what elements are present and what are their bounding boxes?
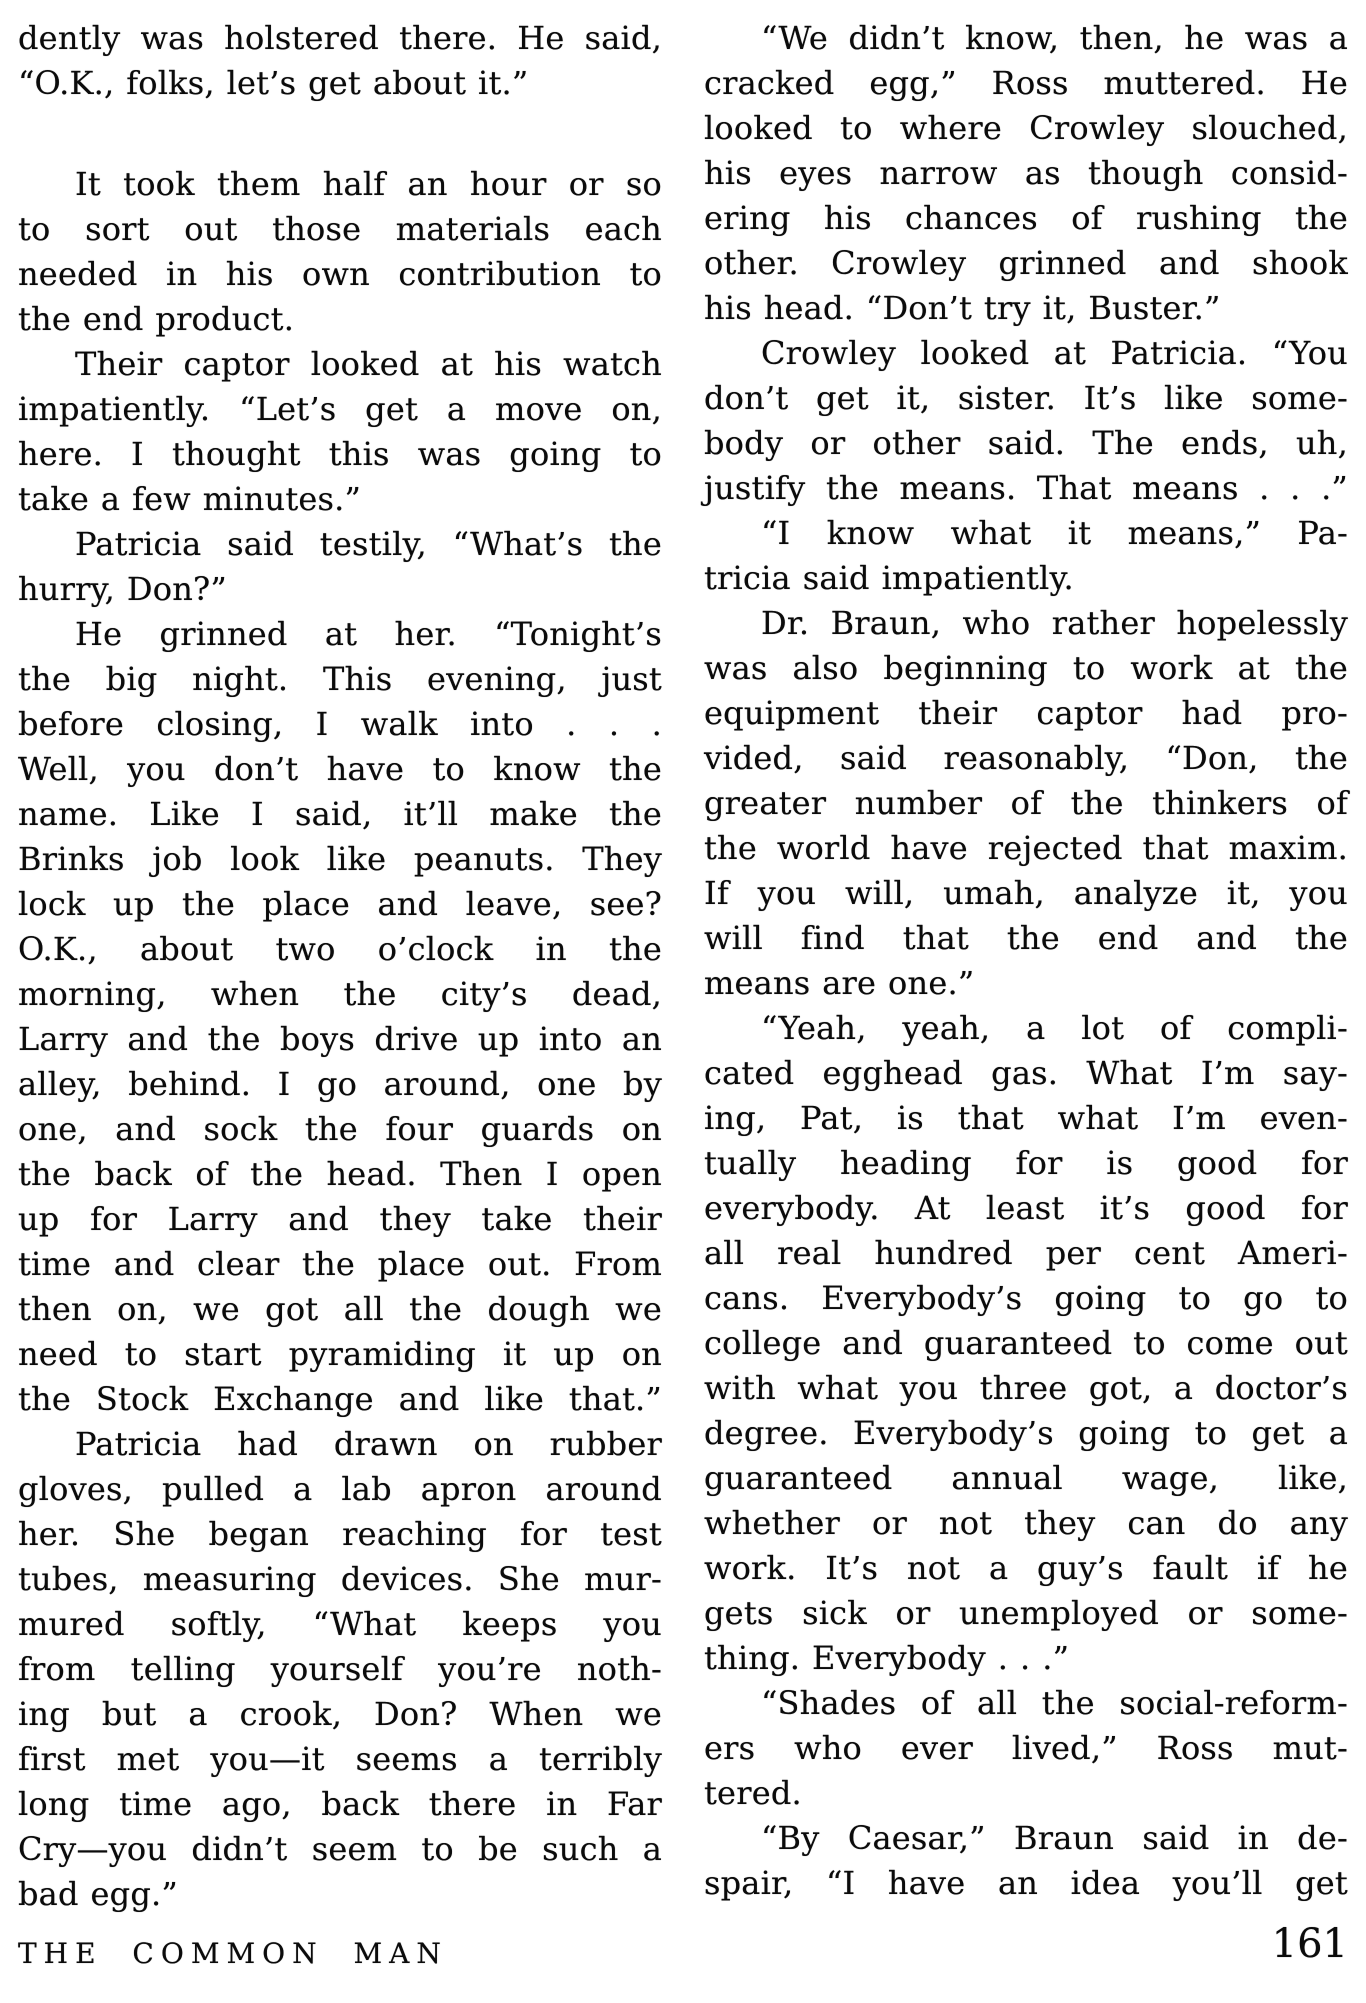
text-line: name. Like I said, it’ll make the (18, 795, 662, 833)
text-line: work. It’s not a guy’s fault if he (704, 1549, 1348, 1587)
text-line: body or other said. The ends, uh, (704, 424, 1348, 462)
text-line: to sort out those materials each (18, 210, 662, 248)
text-line: justify the means. That means . . .” (704, 469, 1348, 507)
text-line: college and guaranteed to come out (704, 1324, 1348, 1362)
text-line: the end product. (18, 300, 295, 338)
text-line: was also beginning to work at the (704, 649, 1348, 687)
text-line: thing. Everybody . . .” (704, 1639, 1070, 1677)
text-line: It took them half an hour or so (75, 165, 662, 203)
text-line: the back of the head. Then I open (18, 1155, 662, 1193)
page-footer (18, 1921, 1348, 1983)
text-line: need to start pyramiding it up on (18, 1335, 662, 1373)
text-line: time and clear the place out. From (18, 1245, 662, 1283)
text-line: other. Crowley grinned and shook (704, 244, 1348, 282)
text-line: Crowley looked at Patricia. “You (761, 334, 1348, 372)
text-line: everybody. At least it’s good for (704, 1189, 1348, 1227)
text-line: first met you—it seems a terribly (18, 1740, 662, 1778)
text-line: Patricia had drawn on rubber (75, 1425, 662, 1463)
text-line: ing, Pat, is that what I’m even- (704, 1099, 1348, 1137)
text-line: Their captor looked at his watch (75, 345, 662, 383)
text-line: “Yeah, yeah, a lot of compli- (761, 1009, 1348, 1047)
text-line: from telling yourself you’re noth- (18, 1650, 662, 1688)
text-line: O.K., about two o’clock in the (18, 930, 662, 968)
text-line: up for Larry and they take their (18, 1200, 662, 1238)
text-line: long time ago, back there in Far (18, 1785, 662, 1823)
text-line: “We didn’t know, then, he was a (761, 19, 1348, 57)
text-line: gets sick or unemployed or some- (704, 1594, 1348, 1632)
text-line: lock up the place and leave, see? (18, 885, 662, 923)
text-line: ering his chances of rushing the (704, 199, 1348, 237)
text-line: looked to where Crowley slouched, (704, 109, 1348, 147)
text-line: tricia said impatiently. (704, 559, 1074, 597)
text-line: the world have rejected that maxim. (704, 829, 1348, 867)
page-number: 161 (1271, 1921, 1348, 1967)
text-line: tered. (704, 1774, 802, 1812)
text-line: “Shades of all the social-reform- (761, 1684, 1348, 1722)
text-line: “By Caesar,” Braun said in de- (761, 1819, 1348, 1857)
text-line: spair, “I have an idea you’ll get (704, 1864, 1348, 1902)
text-line: will find that the end and the (704, 919, 1348, 957)
text-line: “O.K., folks, let’s get about it.” (18, 64, 529, 102)
left-column (18, 16, 662, 1917)
text-line: impatiently. “Let’s get a move on, (18, 390, 662, 428)
text-line: alley, behind. I go around, one by (18, 1065, 662, 1103)
text-line: mured softly, “What keeps you (18, 1605, 662, 1643)
text-line: tubes, measuring devices. She mur- (18, 1560, 662, 1598)
text-line: ers who ever lived,” Ross mut- (704, 1729, 1348, 1767)
text-line: before closing, I walk into . . . (18, 705, 662, 743)
right-column (704, 16, 1348, 1917)
text-columns (18, 16, 1348, 1917)
text-line: with what you three got, a doctor’s (704, 1369, 1348, 1407)
text-line: all real hundred per cent Ameri- (704, 1234, 1348, 1272)
text-line: Patricia said testily, “What’s the (75, 525, 662, 563)
text-line: take a few minutes.” (18, 480, 362, 518)
text-line: her. She began reaching for test (18, 1515, 662, 1553)
text-line: morning, when the city’s dead, (18, 975, 662, 1013)
text-line: greater number of the thinkers of (704, 784, 1348, 822)
text-line: equipment their captor had pro- (704, 694, 1348, 732)
text-line: If you will, umah, analyze it, you (704, 874, 1348, 912)
text-line: then on, we got all the dough we (18, 1290, 662, 1328)
text-line: one, and sock the four guards on (18, 1110, 662, 1148)
text-line: bad egg.” (18, 1875, 178, 1913)
text-line: “I know what it means,” Pa- (761, 514, 1348, 552)
text-line: guaranteed annual wage, like, (704, 1459, 1348, 1497)
text-line: Cry—you didn’t seem to be such a (18, 1830, 662, 1868)
text-line: cated egghead gas. What I’m say- (704, 1054, 1348, 1092)
text-line: degree. Everybody’s going to get a (704, 1414, 1348, 1452)
text-line: the Stock Exchange and like that.” (18, 1380, 662, 1418)
text-line: his head. “Don’t try it, Buster.” (704, 289, 1221, 327)
text-line: hurry, Don?” (18, 570, 227, 608)
text-line: means are one.” (704, 964, 975, 1002)
text-line: cans. Everybody’s going to go to (704, 1279, 1348, 1317)
text-line: cracked egg,” Ross muttered. He (704, 64, 1348, 102)
text-line: the big night. This evening, just (18, 660, 662, 698)
text-line: here. I thought this was going to (18, 435, 662, 473)
text-line: ing but a crook, Don? When we (18, 1695, 662, 1733)
text-line: whether or not they can do any (704, 1504, 1348, 1542)
text-line: Brinks job look like peanuts. They (18, 840, 662, 878)
text-line: He grinned at her. “Tonight’s (75, 615, 662, 653)
text-line: dently was holstered there. He said, (18, 19, 662, 57)
text-line: his eyes narrow as though consid- (704, 154, 1348, 192)
text-line: don’t get it, sister. It’s like some- (704, 379, 1348, 417)
text-line: Larry and the boys drive up into an (18, 1020, 662, 1058)
text-line: gloves, pulled a lab apron around (18, 1470, 662, 1508)
text-line: vided, said reasonably, “Don, the (704, 739, 1348, 777)
text-line: Well, you don’t have to know the (18, 750, 662, 788)
running-title: THE COMMON MAN (18, 1937, 448, 1970)
text-line: tually heading for is good for (704, 1144, 1348, 1182)
text-line: needed in his own contribution to (18, 255, 662, 293)
text-line: Dr. Braun, who rather hopelessly (761, 604, 1348, 642)
